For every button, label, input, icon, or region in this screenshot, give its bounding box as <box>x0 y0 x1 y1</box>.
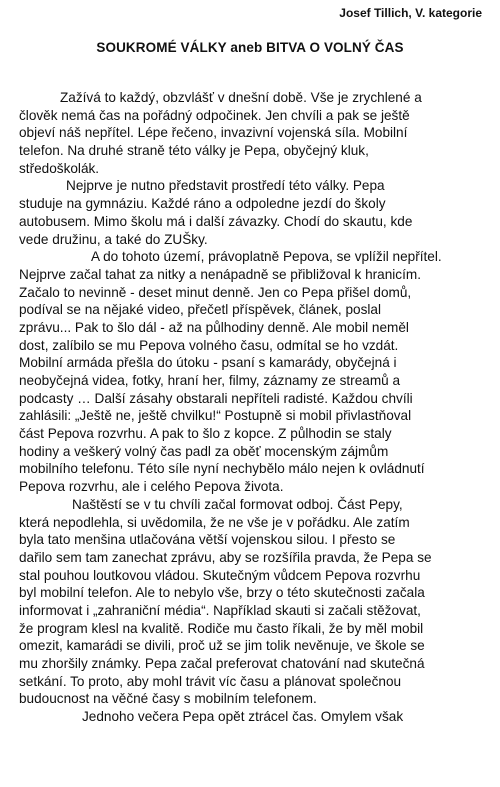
paragraph-3-line: Pepova rozvrhu, ale i celého Pepova života. <box>19 479 284 495</box>
paragraph-4-line: že program klesl na kvalitě. Rodiče mu často říkali, že by měl mobil <box>19 620 424 636</box>
author-line: Josef Tillich, V. kategorie <box>339 6 482 20</box>
paragraph-4-line: omezit, kamarádi se divili, proč už se jim tolik nevěnuje, ve škole se <box>19 638 425 654</box>
paragraph-4-line: byla tato menšina utlačována větší vojenskou silou. I přesto se <box>19 532 396 548</box>
paragraph-4-line: která nepodlehla, si uvědomila, že ne vše je v pořádku. Ale zatím <box>19 514 410 530</box>
document-title: SOUKROMÉ VÁLKY aneb BITVA O VOLNÝ ČAS <box>96 40 404 55</box>
paragraph-3-line: Začalo to nevinně - deset minut denně. Jen co Pepa přišel domů, <box>19 284 412 300</box>
paragraph-3-line: podíval se na nějaké video, přečetl příspěvek, článek, poslal <box>19 302 381 318</box>
paragraph-1-line: telefon. Na druhé straně této války je Pepa, obyčejný kluk, <box>19 143 369 159</box>
paragraph-2-line: vede družinu, a také do ZUŠky. <box>19 231 208 247</box>
paragraph-4-line: informovat i „zahraniční média“. Například skauti si začali stěžovat, <box>19 602 421 618</box>
paragraph-3-line: Nejprve začal tahat za nitky a nenápadně se přibližoval k hranicím. <box>19 266 421 282</box>
paragraph-4-line: byl mobilní telefon. Ale to nebylo vše, brzy o této skutečnosti začala <box>19 585 425 601</box>
paragraph-1-line: člověk nemá čas na pořádný odpočinek. Jen chvíli a pak se ještě <box>19 107 410 123</box>
paragraph-3-line: A do tohoto území, právoplatně Pepova, se vplížil nepřítel. <box>91 249 442 265</box>
paragraph-3-line: dost, zalíbilo se mu Pepova volného času, odmítal se ho vzdát. <box>19 337 399 353</box>
paragraph-1-line: objeví náš nepřítel. Lépe řečeno, invazivní vojenská síla. Mobilní <box>19 125 408 141</box>
paragraph-4-line: dařilo sem tam zanechat zprávu, aby se rozšířila pravda, že Pepa se <box>19 549 432 565</box>
paragraph-3-line: neobyčejná videa, fotky, hraní her, filmy, záznamy ze streamů a <box>19 373 401 388</box>
paragraph-3-line: zprávu... Pak to šlo dál - až na půlhodiny denně. Ale mobil neměl <box>19 319 409 335</box>
paragraph-3-line: podcasty … Další zásahy obstarali nepříteli radisté. Každou chvíli <box>19 390 413 406</box>
paragraph-3-line: mobilního telefonu. Této síle nyní nechybělo málo nejen k ovládnutí <box>19 461 425 477</box>
paragraph-4-line: mu zhoršily známky. Pepa začal preferovat chatování nad skutečná <box>19 656 425 671</box>
paragraph-2-line: autobusem. Mimo školu má i další závazky. Chodí do skautu, kde <box>19 213 413 229</box>
paragraph-3-line: Mobilní armáda přešla do útoku - psaní s kamarády, obyčejná i <box>19 355 397 371</box>
paragraph-4-line: setkání. To proto, aby mohl trávit víc času a plánovat společnou <box>19 673 402 689</box>
paragraph-5-line: Jednoho večera Pepa opět ztrácel čas. Omylem však <box>82 709 404 725</box>
paragraph-1-line: Zažívá to každý, obzvlášť v dnešní době. Vše je zrychlené a <box>60 90 422 105</box>
paragraph-3-line: část Pepova rozvrhu. A pak to šlo z kopce. Z půlhodin se staly <box>19 426 392 442</box>
paragraph-2-line: Nejprve je nutno představit prostředí této války. Pepa <box>66 178 385 194</box>
paragraph-4-line: stal pouhou loutkovou vládou. Skutečným vůdcem Pepova rozvrhu <box>19 567 421 583</box>
paragraph-3-line: zahlásili: „Ještě ne, ještě chvilku!“ Postupně si mobil přivlastňoval <box>19 408 412 424</box>
paragraph-1-line: středoškolák. <box>19 160 100 176</box>
paragraph-4-line: Naštěstí se v tu chvíli začal formovat odboj. Část Pepy, <box>72 496 403 512</box>
document-body <box>19 89 493 726</box>
paragraph-4-line: budoucnost na věčné časy s mobilním telefonem. <box>19 691 317 707</box>
paragraph-2-line: studuje na gymnáziu. Každé ráno a odpoledne jezdí do školy <box>19 196 386 212</box>
paragraph-3-line: hodiny a veškerý volný čas padl za oběť mocenským zájmům <box>19 443 389 459</box>
